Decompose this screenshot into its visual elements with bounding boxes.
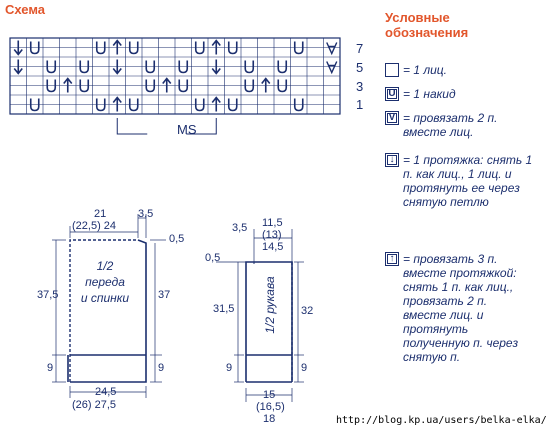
sleeve-bottom-c: 18 (263, 413, 276, 425)
sleeve-top-d: 14,5 (262, 241, 284, 253)
repeat-bracket (117, 118, 216, 134)
legend-title-line1: Условные (385, 10, 450, 25)
sleeve-rib-right: 9 (301, 362, 308, 374)
body-label-line1: 1/2 (96, 259, 114, 273)
body-bottom-width: 24,5 (95, 386, 117, 398)
sleeve-top-b: 11,5 (262, 217, 283, 229)
legend-text: = 1 лиц. (403, 63, 447, 77)
source-url: http://blog.kp.ua/users/belka-elka/ (336, 415, 547, 426)
sleeve-label-text: 1/2 рукава (263, 276, 277, 334)
body-label (72, 258, 138, 306)
body-shoulder-drop: 0,5 (169, 233, 185, 245)
legend-text: = 1 накид (403, 87, 456, 101)
body-top-width: 21 (94, 208, 107, 220)
body-label-line2: переда (85, 275, 125, 289)
legend-text: = провязать 2 п. вместе лиц. (403, 111, 498, 139)
chart-title: Схема (5, 2, 46, 17)
repeat-label: MS (177, 122, 197, 137)
legend-title-line2: обозначения (385, 25, 469, 40)
sleeve-rib-left: 9 (226, 362, 233, 374)
yarn-over-symbol-icon: U (385, 87, 399, 101)
body-rib-left: 9 (47, 362, 54, 374)
sleeve-label (246, 265, 294, 345)
sleeve-height-left: 31,5 (213, 303, 235, 315)
knit-symbol-icon (385, 63, 399, 77)
skp-symbol-icon: ↓ (385, 153, 399, 167)
sleeve-bottom-b: (16,5) (256, 401, 285, 413)
sk2p-symbol-icon: ↑ (385, 252, 399, 266)
body-bottom-width-sizes: (26) 27,5 (72, 399, 117, 411)
body-top-width-sizes: (22,5) 24 (72, 220, 117, 232)
row-number-7: 7 (356, 41, 364, 56)
body-side-height: 37 (158, 289, 171, 301)
row-number-3: 3 (356, 79, 364, 94)
sleeve-bottom-a: 15 (263, 389, 276, 401)
k2tog-symbol-icon: V (385, 111, 399, 125)
sleeve-top-a: 3,5 (232, 222, 248, 234)
body-rib-right: 9 (158, 362, 165, 374)
body-shoulder: 3,5 (138, 208, 154, 220)
body-total-height: 37,5 (37, 289, 59, 301)
body-label-line3: и спинки (80, 291, 130, 305)
sleeve-height-right: 32 (301, 305, 314, 317)
sleeve-top-c: (13) (262, 229, 282, 241)
row-number-5: 5 (356, 60, 364, 75)
legend-text: = провязать 3 п. вместе протяжкой: снять 1 п. как лиц., провязать 2 п. вместе лиц. и протянуть полученную п. через снятую п. (403, 252, 519, 364)
row-number-1: 1 (356, 97, 364, 112)
legend-text: = 1 протяжка: снять 1 п. как лиц., 1 лиц. и протянуть ее через снятую петлю (403, 153, 533, 209)
sleeve-drop: 0,5 (205, 252, 221, 264)
